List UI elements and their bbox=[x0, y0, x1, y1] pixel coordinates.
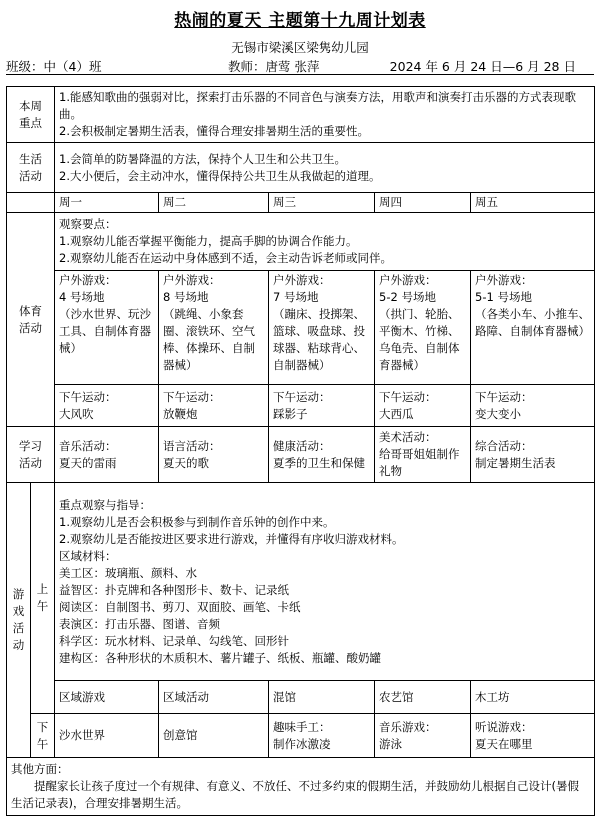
outdoor-cell bbox=[269, 271, 375, 385]
study-cell bbox=[159, 427, 269, 483]
outdoor-cell bbox=[471, 271, 595, 385]
study-head: 语言活动： bbox=[163, 438, 221, 453]
outdoor-detail: （拱门、轮胎、平衡木、竹梯、乌龟壳、自制体育器械） bbox=[379, 307, 460, 372]
label-char: 戏 bbox=[12, 604, 25, 618]
sport-name: 变大变小 bbox=[475, 406, 521, 421]
material-item: 阅读区：自制图书、剪刀、双面胶、画笔、卡纸 bbox=[59, 599, 301, 614]
outdoor-site: 8 号场地 bbox=[163, 290, 209, 304]
afternoon-sport-cell bbox=[471, 385, 595, 427]
label-line: 生活 bbox=[19, 151, 42, 166]
outdoor-head: 户外游戏： bbox=[163, 273, 221, 287]
day-header: 周四 bbox=[375, 193, 471, 213]
outdoor-detail: （各类小车、小推车、路障、自制体育器械） bbox=[475, 307, 590, 338]
weekly-focus-label bbox=[7, 87, 55, 143]
sport-head: 下午运动： bbox=[59, 389, 117, 404]
sport-head: 下午运动： bbox=[475, 389, 533, 404]
study-cell bbox=[471, 427, 595, 483]
game-head: 创意馆 bbox=[163, 728, 198, 742]
empty-corner bbox=[7, 193, 55, 213]
observe-item: 1.观察幼儿能否掌握平衡能力，提高手脚的协调合作能力。 bbox=[59, 234, 358, 248]
study-cell bbox=[375, 427, 471, 483]
morning-label bbox=[31, 483, 55, 714]
outdoor-cell bbox=[375, 271, 471, 385]
label-line: 活动 bbox=[19, 168, 42, 183]
study-label bbox=[7, 427, 55, 483]
materials-title: 区域材料： bbox=[59, 548, 117, 563]
day-header: 周五 bbox=[471, 193, 595, 213]
study-cell bbox=[269, 427, 375, 483]
life-item: 1.会简单的防暑降温的方法，保持个人卫生和公共卫生。 bbox=[59, 151, 346, 166]
afternoon-game-cell bbox=[269, 714, 375, 758]
game-guide bbox=[55, 483, 595, 681]
life-label bbox=[7, 143, 55, 193]
observe-item: 2.观察幼儿能否在运动中身体感到不适，会主动告诉老师或同伴。 bbox=[59, 251, 392, 265]
material-item: 科学区：玩水材料、记录单、勾线笔、回形针 bbox=[59, 633, 289, 648]
morning-area-cell: 木工坊 bbox=[471, 681, 595, 714]
study-head: 健康活动： bbox=[273, 438, 331, 453]
afternoon-sport-cell bbox=[159, 385, 269, 427]
game-name: 夏天在哪里 bbox=[475, 736, 533, 751]
study-head: 音乐活动： bbox=[59, 438, 117, 453]
life-content bbox=[55, 143, 595, 193]
focus-item: 2.会积极制定暑期生活表，懂得合理安排暑期生活的重要性。 bbox=[59, 124, 369, 138]
label-char: 游 bbox=[12, 587, 25, 601]
sports-observe-row bbox=[7, 213, 595, 271]
sport-head: 下午运动： bbox=[163, 389, 221, 404]
page-title bbox=[0, 6, 600, 31]
game-name: 制作冰激凌 bbox=[273, 736, 331, 751]
sport-name: 踩影子 bbox=[273, 406, 308, 421]
guide-item: 2.观察幼儿是否能按进区要求进行游戏，并懂得有序收归游戏材料。 bbox=[59, 531, 404, 546]
outdoor-site: 5-1 号场地 bbox=[475, 290, 532, 304]
sports-label bbox=[7, 213, 55, 427]
morning-area-cell: 农艺馆 bbox=[375, 681, 471, 714]
afternoon-game-cell bbox=[375, 714, 471, 758]
outdoor-head: 户外游戏： bbox=[475, 273, 533, 287]
sport-name: 大风吹 bbox=[59, 406, 94, 421]
day-header: 周三 bbox=[269, 193, 375, 213]
info-line bbox=[6, 57, 594, 73]
weekly-plan-table bbox=[6, 86, 595, 816]
morning-area-cell: 混馆 bbox=[269, 681, 375, 714]
sport-head: 下午运动： bbox=[379, 389, 437, 404]
afternoon-label bbox=[31, 714, 55, 758]
afternoon-game-cell bbox=[471, 714, 595, 758]
study-cell bbox=[55, 427, 159, 483]
study-name: 夏天的歌 bbox=[163, 455, 209, 470]
game-label bbox=[7, 483, 31, 758]
days-header-row bbox=[7, 193, 595, 213]
afternoon-sport-cell bbox=[55, 385, 159, 427]
guide-title: 重点观察与指导： bbox=[59, 497, 151, 512]
title-prefix: 热闹的夏天 主题第 bbox=[174, 11, 321, 31]
label-char: 上 bbox=[36, 582, 49, 596]
header-divider bbox=[6, 74, 594, 75]
morning-area-cell: 区域游戏 bbox=[55, 681, 159, 714]
label-line: 活动 bbox=[19, 320, 42, 335]
label-line: 体育 bbox=[19, 303, 42, 318]
week-number: 十九 bbox=[320, 11, 356, 31]
label-char: 午 bbox=[36, 736, 49, 751]
sport-name: 放鞭炮 bbox=[163, 406, 198, 421]
afternoon-sport-cell bbox=[375, 385, 471, 427]
afternoon-game-cell bbox=[55, 714, 159, 758]
life-item: 2.大小便后，会主动冲水，懂得保持公共卫生从我做起的道理。 bbox=[59, 168, 381, 183]
outdoor-row bbox=[7, 271, 595, 385]
game-head: 听说游戏： bbox=[475, 719, 533, 734]
material-item: 益智区：扑克牌和各种图形卡、数卡、记录纸 bbox=[59, 582, 289, 597]
outdoor-head: 户外游戏： bbox=[379, 273, 437, 287]
outdoor-detail: （蹦床、投掷架、篮球、吸盘球、投球器、粘球背心、自制器械） bbox=[273, 307, 365, 372]
weekly-focus-row bbox=[7, 87, 595, 143]
teacher-label: 教师：唐莺 张萍 bbox=[228, 59, 320, 74]
label-char: 午 bbox=[36, 599, 49, 613]
other-content bbox=[7, 758, 595, 816]
label-char: 下 bbox=[36, 719, 49, 734]
school-name: 无锡市梁溪区梁隽幼儿园 bbox=[231, 40, 369, 55]
title-suffix: 周计划表 bbox=[355, 11, 426, 31]
outdoor-detail: （沙水世界、玩沙工具、自制体育器械） bbox=[59, 307, 151, 355]
date-range: 2024 年 6 月 24 日—6 月 28 日 bbox=[389, 59, 576, 74]
label-char: 活 bbox=[12, 621, 25, 635]
outdoor-site: 4 号场地 bbox=[59, 290, 105, 304]
outdoor-cell bbox=[159, 271, 269, 385]
game-head: 趣味手工： bbox=[273, 719, 331, 734]
weekly-focus-content bbox=[55, 87, 595, 143]
guide-item: 1.观察幼儿是否会积极参与到制作音乐钟的创作中来。 bbox=[59, 514, 335, 529]
life-row bbox=[7, 143, 595, 193]
afternoon-game-row bbox=[7, 714, 595, 758]
outdoor-head: 户外游戏： bbox=[59, 273, 117, 287]
morning-area-cell: 区域活动 bbox=[159, 681, 269, 714]
study-head: 综合活动： bbox=[475, 438, 533, 453]
material-item: 表演区：打击乐器、图谱、音频 bbox=[59, 616, 220, 631]
material-item: 美工区：玻璃瓶、颜料、水 bbox=[59, 565, 197, 580]
game-guide-row bbox=[7, 483, 595, 681]
label-char: 动 bbox=[12, 638, 25, 652]
sports-observe bbox=[55, 213, 595, 271]
sport-name: 大西瓜 bbox=[379, 406, 414, 421]
study-row bbox=[7, 427, 595, 483]
other-title: 其他方面： bbox=[11, 762, 69, 776]
morning-area-row bbox=[7, 681, 595, 714]
game-head: 音乐游戏： bbox=[379, 719, 437, 734]
class-label: 班级：中（4）班 bbox=[6, 59, 102, 74]
other-text: 提醒家长让孩子度过一个有规律、有意义、不放任、不过多约束的假期生活，并鼓励幼儿根据自己设计(暑假生活记录表)，合理安排暑期生活。 bbox=[11, 779, 579, 810]
study-name: 夏季的卫生和保健 bbox=[273, 455, 365, 470]
game-name: 游泳 bbox=[379, 736, 402, 751]
study-name: 夏天的雷雨 bbox=[59, 455, 117, 470]
sport-head: 下午运动： bbox=[273, 389, 331, 404]
day-header: 周一 bbox=[55, 193, 159, 213]
study-name: 制定暑期生活表 bbox=[475, 455, 556, 470]
label-line: 重点 bbox=[19, 115, 42, 130]
study-name: 给哥哥姐姐制作礼物 bbox=[379, 447, 460, 478]
outdoor-site: 5-2 号场地 bbox=[379, 290, 436, 304]
study-head: 美术活动： bbox=[379, 430, 437, 444]
game-head: 沙水世界 bbox=[59, 728, 105, 742]
observe-title: 观察要点： bbox=[59, 217, 117, 231]
day-header: 周二 bbox=[159, 193, 269, 213]
outdoor-site: 7 号场地 bbox=[273, 290, 319, 304]
material-item: 建构区：各种形状的木质积木、薯片罐子、纸板、瓶罐、酸奶罐 bbox=[59, 650, 381, 665]
label-line: 学习 bbox=[19, 438, 42, 453]
afternoon-game-cell bbox=[159, 714, 269, 758]
label-line: 本周 bbox=[19, 98, 42, 113]
label-line: 活动 bbox=[19, 455, 42, 470]
outdoor-cell bbox=[55, 271, 159, 385]
outdoor-detail: （跳绳、小象套圈、滚铁环、空气棒、体操环、自制器械） bbox=[163, 307, 255, 372]
afternoon-sport-row bbox=[7, 385, 595, 427]
focus-item: 1.能感知歌曲的强弱对比，探索打击乐器的不同音色与演奏方法，用歌声和演奏打击乐器的方式表现歌曲。 bbox=[59, 90, 576, 121]
other-row bbox=[7, 758, 595, 816]
afternoon-sport-cell bbox=[269, 385, 375, 427]
outdoor-head: 户外游戏： bbox=[273, 273, 331, 287]
